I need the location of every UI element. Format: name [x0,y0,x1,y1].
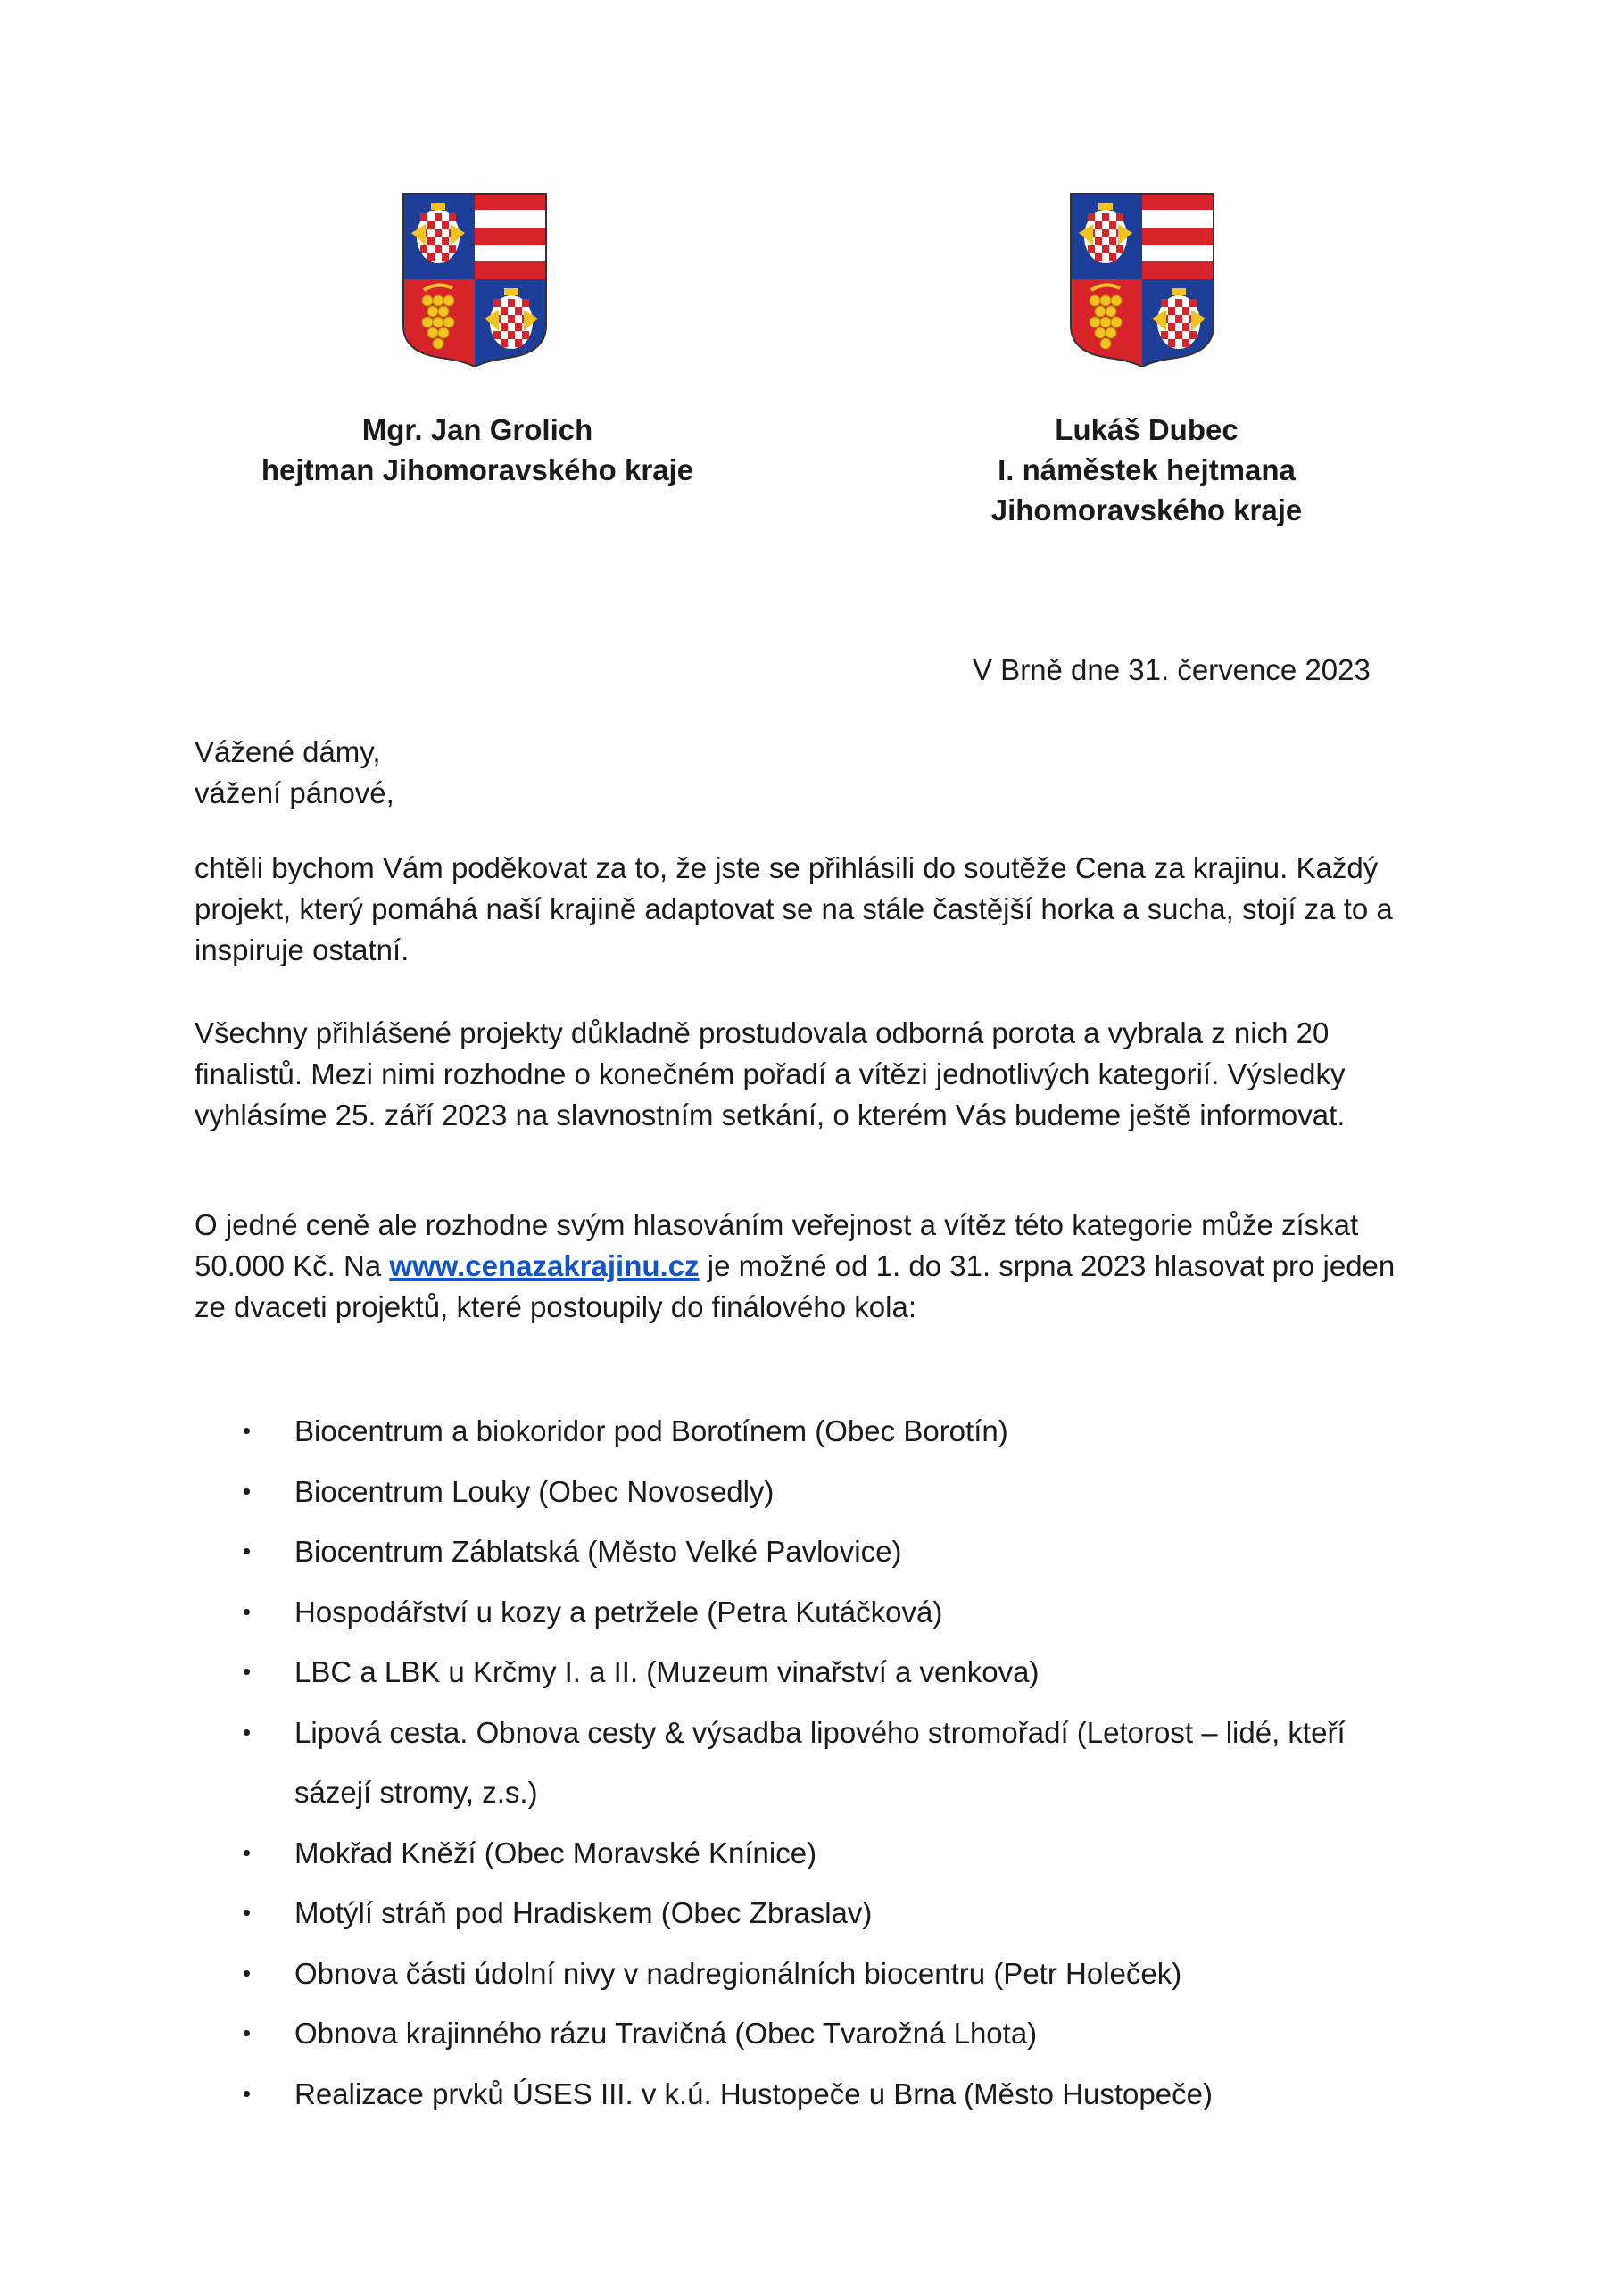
list-item [241,1703,1490,1823]
coat-of-arms-icon [1069,192,1215,367]
paragraph-text: 50.000 Kč. Na [195,1249,390,1282]
list-item-text: Obnova krajinného rázu Travičná (Obec Tvarožná Lhota) [294,2017,1038,2050]
list-item-text: sázejí stromy, z.s.) [294,1776,538,1809]
signatory-deputy [892,410,1401,530]
list-item-text: Mokřad Kněží (Obec Moravské Knínice) [294,1836,817,1869]
bullet-icon: • [243,1597,252,1625]
finalists-list [241,1401,1490,2124]
list-item [241,2003,1490,2064]
paragraph-thanks [195,848,1444,971]
list-item-text: LBC a LBK u Krčmy I. a II. (Muzeum vinařství a venkova) [294,1655,1040,1688]
list-item [241,1401,1490,1462]
bullet-icon: • [243,2019,252,2046]
paragraph-line [195,1246,1444,1287]
signatory-hejtman [223,410,732,490]
list-item-text: Obnova části údolní nivy v nadregionálních biocentru (Petr Holeček) [294,1956,1182,1990]
list-item-text: Motýlí stráň pod Hradiskem (Obec Zbraslav) [294,1896,873,1929]
paragraph-jury [195,1013,1444,1136]
bullet-icon: • [243,1838,252,1866]
paragraph-line: vyhlásíme 25. září 2023 na slavnostním setkání, o kterém Vás budeme ještě informovat. [195,1098,1346,1131]
paragraph-line: O jedné ceně ale rozhodne svým hlasováním veřejnost a vítěz této kategorie může získat [195,1208,1359,1241]
signatory-title: hejtman Jihomoravského kraje [261,453,694,486]
salutation-line: Vážené dámy, [195,735,381,768]
letter-date: V Brně dne 31. července 2023 [973,653,1371,686]
paragraph-line: finalistů. Mezi nimi rozhodne o konečném pořadí a vítězi jednotlivých kategorií. Výsledky [195,1057,1346,1090]
salutation [195,732,1444,814]
list-item-text: Biocentrum Louky (Obec Novosedly) [294,1474,775,1508]
bullet-icon: • [243,1477,252,1504]
coat-of-arms-icon [402,192,548,367]
paragraph-line: Všechny přihlášené projekty důkladně prostudovala odborná porota a vybrala z nich 20 [195,1016,1330,1049]
list-item [241,1944,1490,2004]
paragraph-text: je možné od 1. do 31. srpna 2023 hlasovat pro jeden [699,1249,1396,1282]
bullet-icon: • [243,1538,252,1564]
list-item-text: Biocentrum Záblatská (Město Velké Pavlovice) [294,1535,902,1568]
website-link[interactable]: www.cenazakrajinu.cz [389,1249,700,1282]
salutation-line: vážení pánové, [195,776,394,809]
list-item [241,1521,1490,1582]
paragraph-line: chtěli bychom Vám poděkovat za to, že jste se přihlásili do soutěže Cena za krajinu. Každý [195,851,1379,884]
bullet-icon: • [243,1658,252,1685]
list-item [241,1883,1490,1944]
list-item-text: Lipová cesta. Obnova cesty & výsadba lipového stromořadí (Letorost – lidé, kteří [294,1715,1346,1749]
bullet-icon: • [243,2079,252,2107]
bullet-icon: • [243,1959,252,1986]
list-item [241,2064,1490,2125]
signatory-title: I. náměstek hejtmana [998,453,1296,486]
list-item [241,1582,1490,1643]
list-item [241,1823,1490,1884]
list-item-text: Biocentrum a biokoridor pod Borotínem (Obec Borotín) [294,1414,1008,1447]
paragraph-public-vote [195,1205,1444,1328]
bullet-icon: • [243,1899,252,1926]
signatory-name: Lukáš Dubec [1055,413,1239,446]
list-item [241,1642,1490,1703]
paragraph-line: projekt, který pomáhá naší krajině adaptovat se na stále častější horka a sucha, stojí za to a [195,892,1393,925]
paragraph-line: inspiruje ostatní. [195,933,410,966]
paragraph-line: ze dvaceti projektů, které postoupily do finálového kola: [195,1290,916,1323]
bullet-icon: • [243,1718,252,1745]
list-item [241,1462,1490,1522]
signatory-name: Mgr. Jan Grolich [361,413,593,446]
list-item-text: Realizace prvků ÚSES III. v k.ú. Hustopeče u Brna (Město Hustopeče) [294,2076,1213,2110]
bullet-icon: • [243,1417,252,1444]
list-item-text: Hospodářství u kozy a petržele (Petra Kutáčková) [294,1595,943,1629]
signatory-title: Jihomoravského kraje [990,493,1303,526]
